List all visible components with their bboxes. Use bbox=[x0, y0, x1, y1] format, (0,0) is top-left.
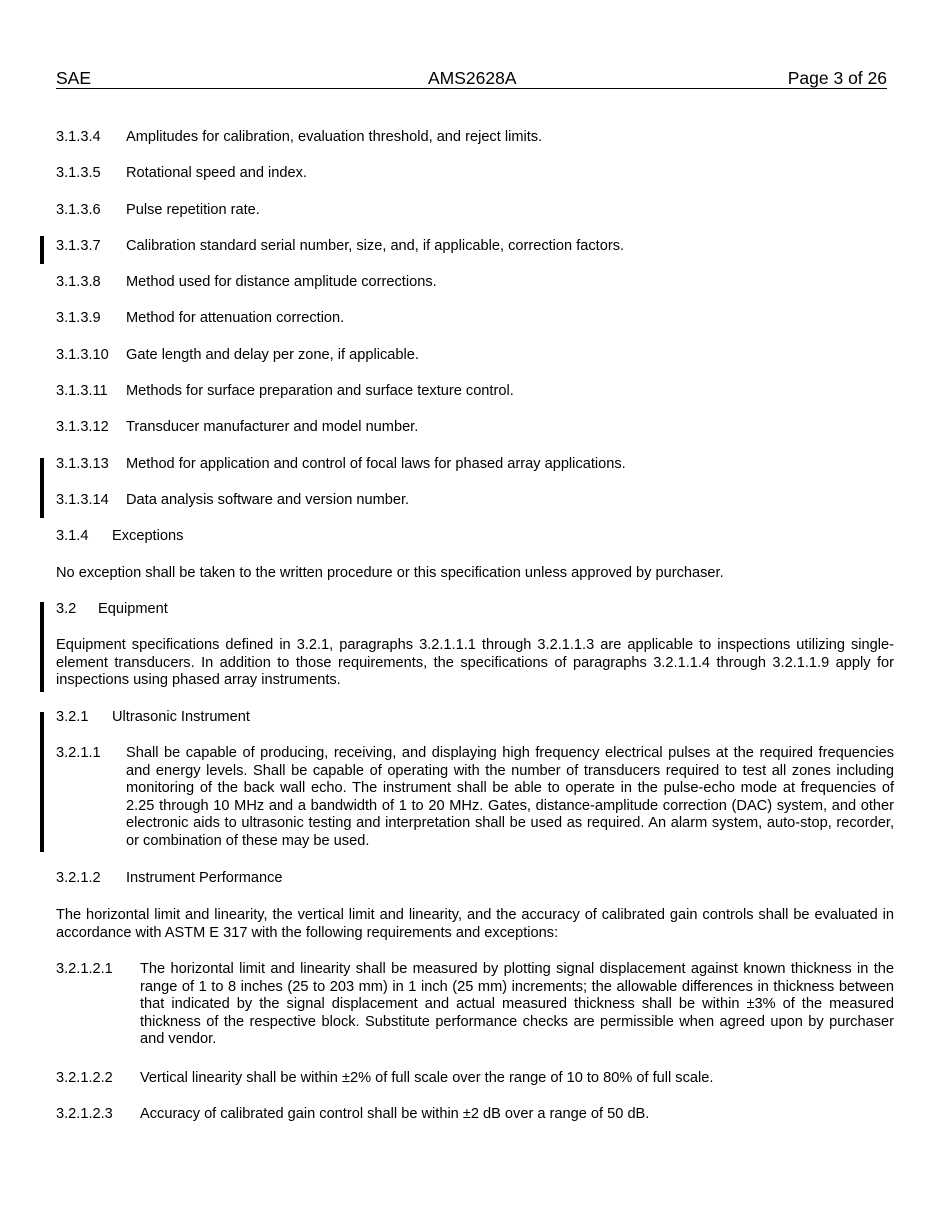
page-header bbox=[56, 68, 887, 89]
list-item bbox=[56, 165, 307, 183]
change-bar bbox=[40, 602, 44, 692]
list-item bbox=[56, 238, 624, 256]
item-text: Gate length and delay per zone, if applicable. bbox=[126, 347, 419, 363]
item-text: Method for attenuation correction. bbox=[126, 310, 345, 326]
item-number: 3.1.3.13 bbox=[56, 456, 109, 472]
section-title: Equipment bbox=[98, 601, 168, 617]
item-text: Pulse repetition rate. bbox=[126, 202, 260, 218]
item-number: 3.1.3.5 bbox=[56, 165, 101, 181]
section-heading-exceptions bbox=[56, 528, 183, 546]
item-number: 3.1.3.14 bbox=[56, 492, 109, 508]
section-title: Exceptions bbox=[112, 528, 184, 544]
paragraph-text: Shall be capable of producing, receiving, and displaying high frequency electrical pulses at the required frequencies and energy levels. Shall be capable of operating with the number of transducers required to test all zones including monitoring of the back wall echo. The instrument shall be able to operate in the pulse-echo mode at frequencies of 2.25 through 10 MHz and a bandwidth of 1 to 20 MHz. Gates, distance-amplitude correction (DAC) system, and other electronic aids to ultrasonic testing and interpretation shall be used as required. An alarm system, auto-stop, recorder, or combination of these may be used. bbox=[126, 745, 894, 849]
section-title: Instrument Performance bbox=[126, 870, 283, 886]
item-number: 3.1.3.6 bbox=[56, 202, 101, 218]
section-title: Ultrasonic Instrument bbox=[112, 709, 250, 725]
item-text: Amplitudes for calibration, evaluation threshold, and reject limits. bbox=[126, 129, 543, 145]
change-bar bbox=[40, 236, 44, 264]
list-item bbox=[56, 492, 409, 510]
paragraph-instrument-performance: The horizontal limit and linearity, the vertical limit and linearity, and the accuracy of calibrated gain controls shall be evaluated in accordance with ASTM E 317 with the following requirements and exceptions: bbox=[56, 907, 894, 941]
change-bar bbox=[40, 458, 44, 518]
paragraph-exceptions: No exception shall be taken to the written procedure or this specification unless approved by purchaser. bbox=[56, 565, 724, 581]
item-text: Method used for distance amplitude corrections. bbox=[126, 274, 437, 290]
paragraph-3-2-1-2-3 bbox=[56, 1106, 894, 1124]
paragraph-text: Accuracy of calibrated gain control shall be within ±2 dB over a range of 50 dB. bbox=[140, 1106, 650, 1122]
header-org: SAE bbox=[56, 68, 92, 88]
item-number: 3.1.3.9 bbox=[56, 310, 101, 326]
section-heading-equipment bbox=[56, 601, 168, 619]
paragraph-3-2-1-1 bbox=[56, 745, 894, 850]
item-text: Data analysis software and version number. bbox=[126, 492, 410, 508]
paragraph-number: 3.2.1.2.1 bbox=[56, 961, 113, 977]
list-item bbox=[56, 456, 626, 474]
item-number: 3.1.3.8 bbox=[56, 274, 101, 290]
section-heading-ultrasonic-instrument bbox=[56, 709, 250, 727]
item-number: 3.1.3.10 bbox=[56, 347, 109, 363]
item-number: 3.1.3.11 bbox=[56, 383, 108, 399]
item-number: 3.1.3.7 bbox=[56, 238, 101, 254]
paragraph-number: 3.2.1.1 bbox=[56, 745, 101, 761]
list-item bbox=[56, 274, 437, 292]
list-item bbox=[56, 202, 260, 220]
item-number: 3.1.3.12 bbox=[56, 419, 109, 435]
paragraph-text: The horizontal limit and linearity shall be measured by plotting signal displacement against known thickness in the range of 1 to 8 inches (25 to 203 mm) in 1 inch (25 mm) increments; the allowable differences in thickness between that indicated by the signal displacement and actual measured thickness shall be within ±3% of the measured thickness of the respective block. Substitute performance checks are permissible when agreed upon by purchaser and vendor. bbox=[140, 961, 894, 1047]
item-text: Rotational speed and index. bbox=[126, 165, 307, 181]
list-item bbox=[56, 347, 419, 365]
paragraph-equipment: Equipment specifications defined in 3.2.1, paragraphs 3.2.1.1.1 through 3.2.1.1.3 are applicable to inspections utilizing single-element transducers. In addition to those requirements, the specifications of paragraphs 3.2.1.1.4 through 3.2.1.1.9 apply for inspections using phased array instruments. bbox=[56, 637, 894, 688]
paragraph-3-2-1-2-2 bbox=[56, 1070, 894, 1088]
paragraph-number: 3.2.1.2.3 bbox=[56, 1106, 113, 1122]
header-page-number: Page 3 of 26 bbox=[787, 68, 887, 88]
change-bar bbox=[40, 712, 44, 852]
paragraph-3-2-1-2-1 bbox=[56, 961, 894, 1049]
section-number: 3.2.1 bbox=[56, 709, 89, 725]
list-item bbox=[56, 129, 542, 147]
item-text: Methods for surface preparation and surface texture control. bbox=[126, 383, 514, 399]
paragraph-number: 3.2.1.2.2 bbox=[56, 1070, 113, 1086]
list-item bbox=[56, 419, 418, 437]
item-text: Calibration standard serial number, size, and, if applicable, correction factors. bbox=[126, 238, 625, 254]
header-doc-id: AMS2628A bbox=[428, 68, 517, 88]
section-number: 3.2 bbox=[56, 601, 77, 617]
item-text: Method for application and control of focal laws for phased array applications. bbox=[126, 456, 626, 472]
item-text: Transducer manufacturer and model number. bbox=[126, 419, 419, 435]
list-item bbox=[56, 310, 344, 328]
list-item bbox=[56, 383, 514, 401]
section-number: 3.2.1.2 bbox=[56, 870, 101, 886]
paragraph-text: Vertical linearity shall be within ±2% of full scale over the range of 10 to 80% of full scale. bbox=[140, 1070, 714, 1086]
section-heading-instrument-performance bbox=[56, 870, 283, 888]
item-number: 3.1.3.4 bbox=[56, 129, 101, 145]
section-number: 3.1.4 bbox=[56, 528, 89, 544]
